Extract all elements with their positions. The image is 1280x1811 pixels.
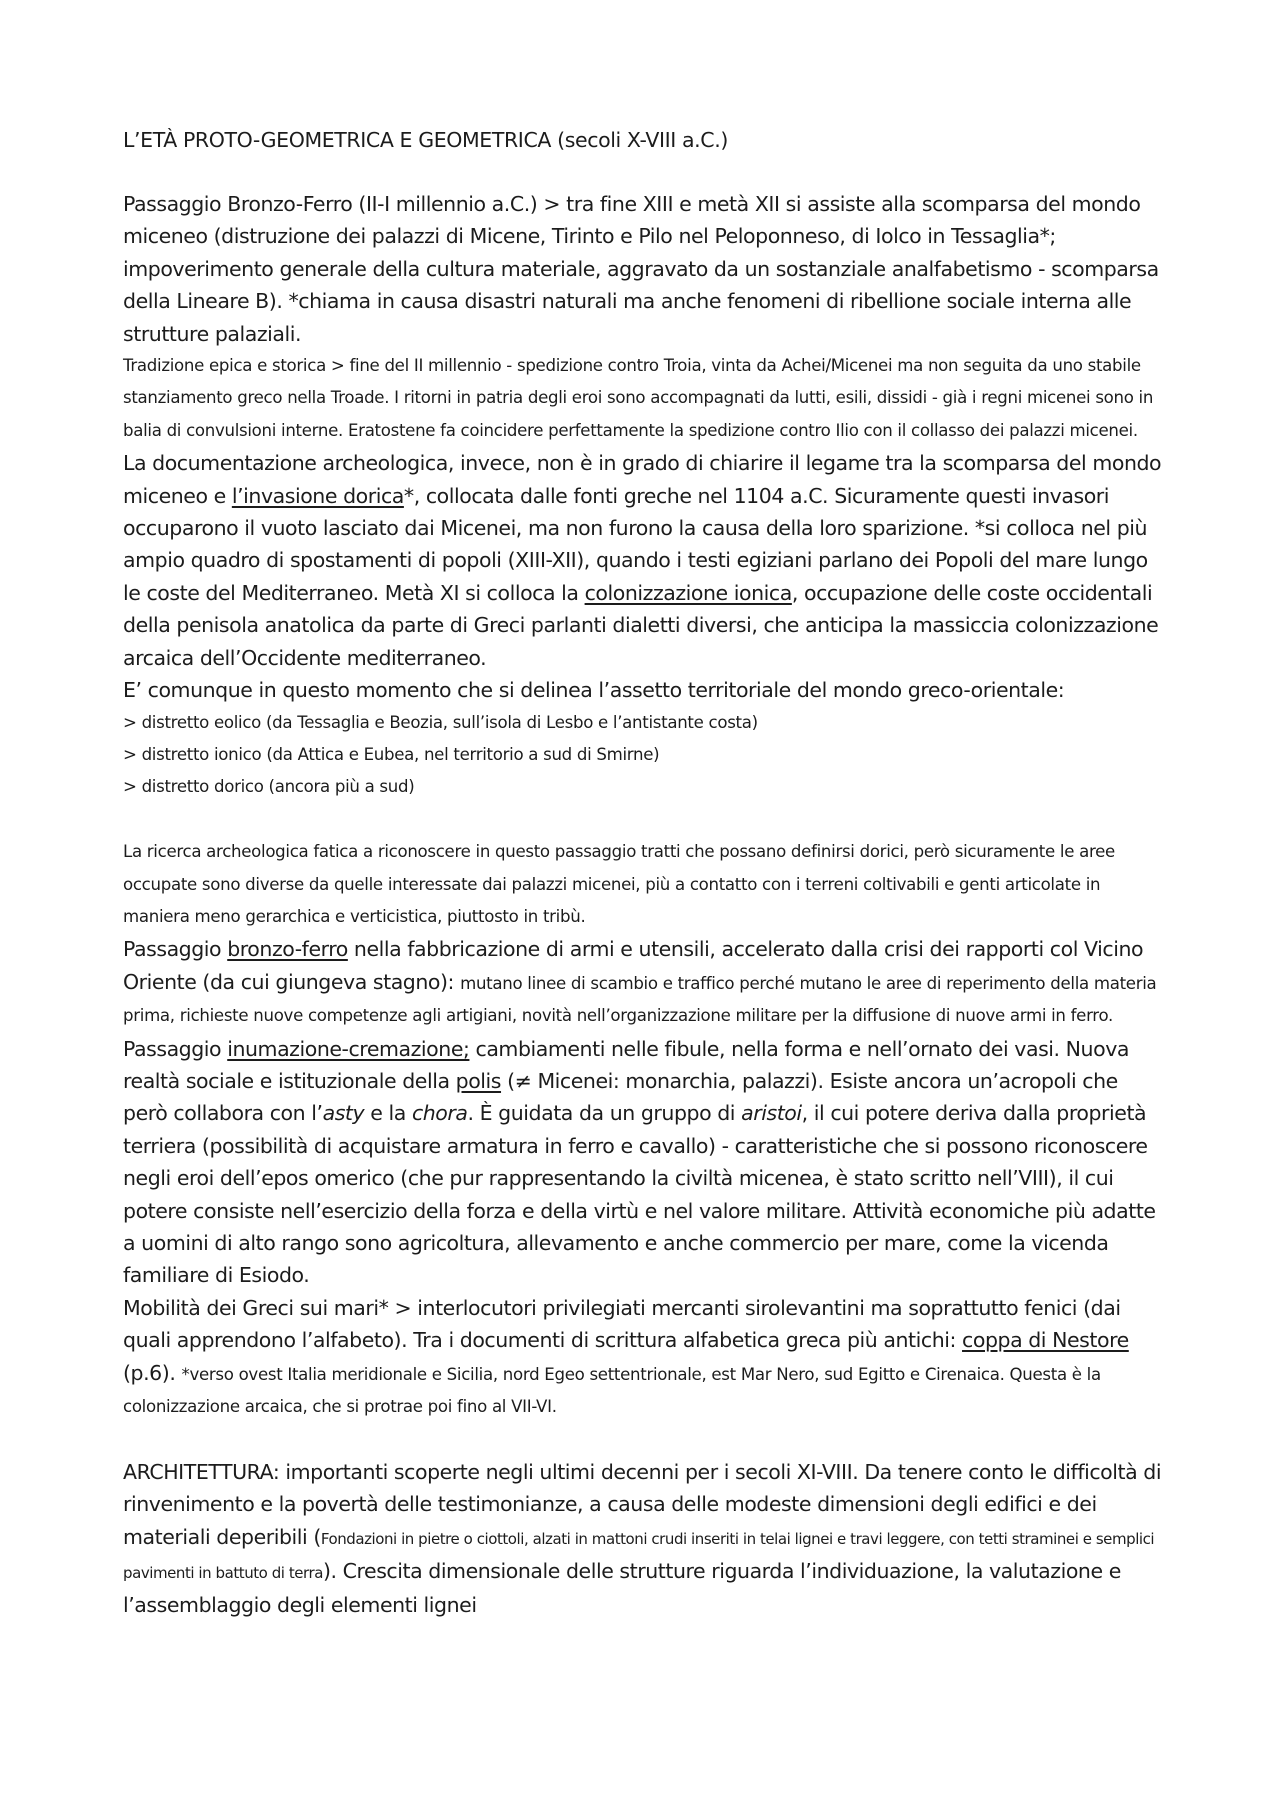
text-segment: *, collocata dalle fonti greche nel 1104 a.C. Sicuramente questi invasori occuparono il vuoto lasciato dai Micenei, ma non furono la causa della loro sparizione. *si colloca nel più ampio quadro di spostamenti di popoli (XIII-XII), quando i testi egiziani parlano dei Popoli del mare lungo le coste del Mediterraneo. Metà XI si colloca la xyxy=(123,483,1148,605)
document-title: L’ETÀ PROTO-GEOMETRICA E GEOMETRICA (secoli X-VIII a.C.) xyxy=(123,128,728,152)
text-segment: (p.6). xyxy=(123,1360,182,1385)
list-item-ionic-district: > distretto ionico (da Attica e Eubea, nel territorio a sud di Smirne) xyxy=(123,744,660,764)
text-segment-small: Fondazioni in pietre o ciottoli, alzati in mattoni crudi inseriti in telai lignei e travi leggere, con tetti straminei e semplici pavimenti in battuto di terra xyxy=(123,1529,1155,1583)
paragraph-spacer xyxy=(123,1423,1168,1455)
underlined-term-bronze-iron: bronzo-ferro xyxy=(227,937,348,962)
paragraph-bronze-iron-manufacturing xyxy=(123,933,1168,1032)
text-segment: e la xyxy=(364,1101,412,1126)
text-segment: Mobilità dei Greci sui mari* > interlocutori privilegiati mercanti sirolevantini ma soprattutto fenici (dai quali apprendono l’alfabeto). Tra i documenti di scrittura alfabetica greca più antichi: xyxy=(123,1295,1121,1353)
text-segment: , il cui potere deriva dalla proprietà terriera (possibilità di acquistare armatura in ferro e cavallo) - caratteristiche che si possono riconoscere negli eroi dell’epos omerico (che pur rappresentando la civiltà micenea, è stato scritto nell’VIII), il cui potere consiste nell’esercizio della forza e della virtù e nel valore militare. Attività economiche più adatte a uomini di alto rango sono agricoltura, allevamento e anche commercio per mare, come la vicenda familiare di Esiodo. xyxy=(123,1101,1156,1288)
text-segment: ). Crescita dimensionale delle strutture riguarda l’individuazione, la valutazione e l’assemblaggio degli elementi lignei xyxy=(123,1559,1121,1618)
underlined-term-ionian-colonization: colonizzazione ionica xyxy=(584,580,792,605)
text-segment: La documentazione archeologica, invece, non è in grado di chiarire il legame tra la scomparsa del mondo miceneo e xyxy=(123,451,1162,508)
text-segment: (≠ Micenei: monarchia, palazzi). Esiste ancora un’acropoli che però collabora con l’ xyxy=(123,1068,1118,1126)
text-segment: . È guidata da un gruppo di xyxy=(467,1101,742,1126)
underlined-term-inhumation-cremation: inumazione-cremazione; xyxy=(227,1036,470,1061)
italic-term-chora: chora xyxy=(411,1101,468,1126)
list-item-doric-district: > distretto dorico (ancora più a sud) xyxy=(123,777,415,797)
underlined-term-dorian-invasion: l’invasione dorica xyxy=(231,483,404,508)
paragraph-archaeological-documentation xyxy=(123,447,1168,674)
italic-term-aristoi: aristoi xyxy=(741,1101,802,1126)
text-segment-small: mutano linee di scambio e traffico perché mutano le aree di reperimento della materia prima, richieste nuove competenze agli artigiani, novità nell’organizzazione militare per la diffusione di nuove armi in ferro. xyxy=(123,973,1157,1026)
paragraph-spacer xyxy=(123,804,1168,836)
text-segment: nella fabbricazione di armi e utensili, accelerato dalla crisi dei rapporti col Vicino Oriente (da cui giungeva stagno): xyxy=(123,937,1144,994)
text-segment: Passaggio xyxy=(123,937,228,962)
underlined-term-polis: polis xyxy=(455,1068,502,1093)
list-item-aeolic-district: > distretto eolico (da Tessaglia e Beozia, sull’isola di Lesbo e l’antistante costa) xyxy=(123,712,758,732)
paragraph-territorial-setup: E’ comunque in questo momento che si delinea l’assetto territoriale del mondo greco-orientale: xyxy=(123,678,1065,703)
text-segment: ARCHITETTURA: importanti scoperte negli ultimi decenni per i secoli XI-VIII. Da tenere conto le difficoltà di rinvenimento e la povertà delle testimonianze, a causa delle modeste dimensioni degli edifici e dei materiali deperibili ( xyxy=(123,1459,1162,1549)
italic-term-asty: asty xyxy=(322,1101,365,1126)
document-body xyxy=(123,124,1168,1622)
underlined-term-nestor-cup: coppa di Nestore xyxy=(962,1328,1129,1353)
text-segment: cambiamenti nelle fibule, nella forma e nell’ornato dei vasi. Nuova realtà sociale e istituzionale della xyxy=(123,1036,1129,1093)
paragraph-epic-tradition: Tradizione epica e storica > fine del II millennio - spedizione contro Troia, vinta da Achei/Micenei ma non seguita da uno stabile stanziamento greco nella Troade. I ritorni in patria degli eroi sono accompagnati da lutti, esili, dissidi - già i regni micenei sono in balia di convulsioni interne. Eratostene fa coincidere perfettamente la spedizione contro Ilio con il collasso dei palazzi micenei. xyxy=(123,356,1154,440)
paragraph-greek-mobility xyxy=(123,1292,1168,1424)
paragraph-bronze-iron-transition: Passaggio Bronzo-Ferro (II-I millennio a.C.) > tra fine XIII e metà XII si assiste alla scomparsa del mondo miceneo (distruzione dei palazzi di Micene, Tirinto e Pilo nel Peloponneso, di Iolco in Tessaglia*; impoverimento generale della cultura materiale, aggravato da un sostanziale analfabetismo - scomparsa della Lineare B). *chiama in causa disastri naturali ma anche fenomeni di ribellione sociale interna alle strutture palaziali. xyxy=(123,192,1159,346)
text-segment: Passaggio xyxy=(123,1036,228,1061)
paragraph-archaeological-research: La ricerca archeologica fatica a riconoscere in questo passaggio tratti che possano definirsi dorici, però sicuramente le aree occupate sono diverse da quelle interessate dai palazzi micenei, più a contatto con i terreni coltivabili e genti articolate in maniera meno gerarchica e verticistica, piuttosto in tribù. xyxy=(123,842,1115,926)
paragraph-polis xyxy=(123,1033,1168,1292)
text-segment-small: *verso ovest Italia meridionale e Sicilia, nord Egeo settentrionale, est Mar Nero, sud Egitto e Cirenaica. Questa è la colonizzazione arcaica, che si protrae poi fino al VII-VI. xyxy=(123,1364,1101,1417)
text-segment: , occupazione delle coste occidentali della penisola anatolica da parte di Greci parlanti dialetti diversi, che anticipa la massiccia colonizzazione arcaica dell’Occidente mediterraneo. xyxy=(123,580,1159,670)
paragraph-architecture xyxy=(123,1456,1168,1622)
